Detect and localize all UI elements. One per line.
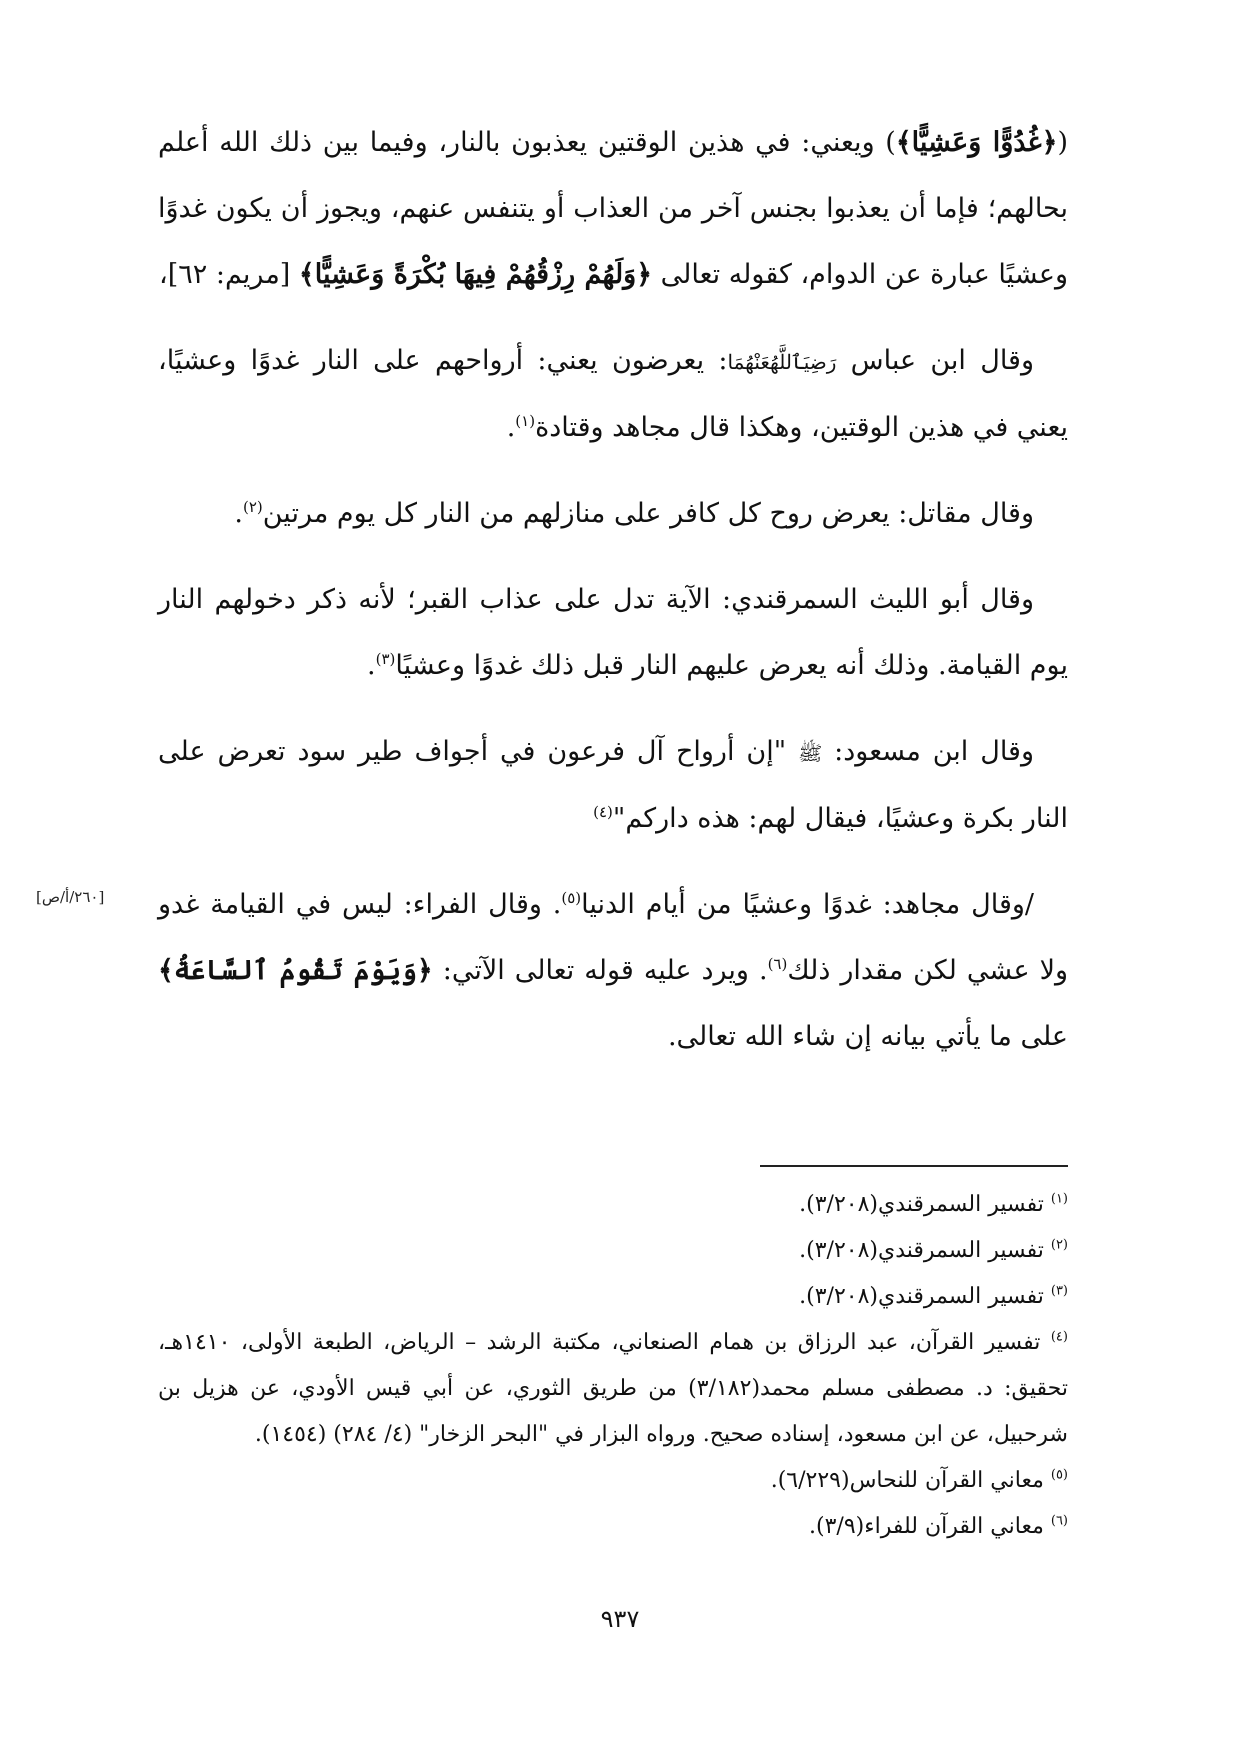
footnote-number: (٥) xyxy=(1050,1467,1068,1483)
footnote-text: تفسير السمرقندي(٣/٢٠٨). xyxy=(799,1284,1044,1309)
text: وقال مقاتل: يعرض روح كل كافر على منازلهم من النار كل يوم مرتين xyxy=(262,498,1034,529)
text: وقال ابن عباس xyxy=(836,345,1034,376)
footnote-number: (٢) xyxy=(1050,1237,1068,1253)
text: . xyxy=(506,412,516,443)
footnote-text: تفسير السمرقندي(٣/٢٠٨). xyxy=(799,1238,1044,1263)
text: "إن أرواح آل فرعون في أجواف طير سود تعرض على النار بكرة وعشيًا، فيقال لهم: هذه داركم" xyxy=(158,736,1068,834)
footnote-ref-4[interactable]: (٤) xyxy=(593,803,613,821)
paragraph-1 xyxy=(158,110,1068,308)
text: ) ويعني: في هذين الوقتين يعذبون بالنار، وفيما بين ذلك الله أعلم بحالهم؛ فإما أن يعذبوا بجنس آخر من العذاب أو يتنفس عنهم، ويجوز أن يكون غدوًا وعشيًا عبارة عن الدوام، كقوله تعالى xyxy=(158,127,1068,290)
footnote-6 xyxy=(158,1504,1068,1550)
footnote-number: (٦) xyxy=(1050,1513,1068,1529)
footnote-ref-5[interactable]: (٥) xyxy=(561,889,582,907)
footnote-text: تفسير السمرقندي(٣/٢٠٨). xyxy=(799,1192,1044,1217)
footnote-number: (٤) xyxy=(1050,1329,1068,1345)
text: على ما يأتي بيانه إن شاء الله تعالى. xyxy=(667,1021,1068,1052)
text: . وقال الفراء: ليس في القيامة غدو ولا عشي لكن مقدار ذلك xyxy=(158,889,1069,986)
paragraph-2 xyxy=(158,328,1068,461)
text: وقال أبو الليث السمرقندي: الآية تدل على عذاب القبر؛ لأنه ذكر دخولهم النار يوم القيامة. وذلك أنه يعرض عليهم النار قبل ذلك غدوًا وعشيًا xyxy=(158,584,1068,681)
text: . xyxy=(367,650,376,681)
text: /وقال مجاهد: غدوًا وعشيًا من أيام الدنيا xyxy=(581,889,1034,920)
footnote-ref-1[interactable]: (١) xyxy=(515,412,536,430)
paragraph-4 xyxy=(158,567,1068,699)
footnote-text: معاني القرآن للنحاس(٦/٢٢٩). xyxy=(770,1468,1044,1493)
honorific: رَضِيَٱللَّهُعَنْهُمَا xyxy=(727,350,837,374)
footnote-number: (٣) xyxy=(1050,1283,1068,1299)
footnote-ref-3[interactable]: (٣) xyxy=(375,650,396,668)
honorific: ﷺ xyxy=(798,741,823,765)
footnote-3 xyxy=(158,1274,1068,1320)
paragraph-3 xyxy=(158,481,1068,547)
paragraph-5 xyxy=(158,719,1068,852)
quran-verse: ﴿غُدُوًّا وَعَشِيًّا﴾ xyxy=(895,127,1058,158)
footnote-divider xyxy=(760,1165,1068,1167)
footnote-ref-2[interactable]: (٢) xyxy=(242,498,263,516)
footnote-2 xyxy=(158,1228,1068,1274)
footnote-5 xyxy=(158,1458,1068,1504)
paragraph-6 xyxy=(158,872,1068,1070)
page-number: ٩٣٧ xyxy=(600,1605,640,1633)
text: وقال ابن مسعود: xyxy=(822,736,1034,767)
quran-verse: ﴿وَيَوْمَ تَقُومُ ٱلسَّاعَةُ﴾ xyxy=(158,955,433,986)
footnote-text: تفسير القرآن، عبد الرزاق بن همام الصنعاني، مكتبة الرشد – الرياض، الطبعة الأولى، ١٤١٠هـ، تحقيق: د. مصطفى مسلم محمد(٣/١٨٢) من طريق الثوري، عن أبي قيس الأودي، عن هزيل بن شرحبيل، عن ابن مسعود، إسناده صحيح. ورواه البزار في "البحر الزخار" (٤/ ٢٨٤) (١٤٥٤). xyxy=(158,1330,1068,1447)
text: . ويرد عليه قوله تعالى الآتي: xyxy=(432,955,768,986)
manuscript-folio-ref: [٢٦٠/أ/ص] xyxy=(36,888,105,906)
main-text xyxy=(158,110,1068,1090)
text: [مريم: ٦٢]، xyxy=(159,259,299,290)
footnotes xyxy=(158,1182,1068,1550)
text: : يعرضون يعني: أرواحهم على النار غدوًا وعشيًا، يعني في هذين الوقتين، وهكذا قال مجاهد وقتادة xyxy=(158,345,1068,443)
footnote-ref-6[interactable]: (٦) xyxy=(767,955,788,973)
text: . xyxy=(234,498,243,529)
footnote-number: (١) xyxy=(1050,1191,1068,1207)
text: ( xyxy=(1057,127,1069,158)
footnote-1 xyxy=(158,1182,1068,1228)
footnote-text: معاني القرآن للفراء(٣/٩). xyxy=(809,1514,1044,1539)
quran-verse: ﴿وَلَهُمْ رِزْقُهُمْ فِيهَا بُكْرَةً وَعَشِيًّا﴾ xyxy=(298,259,653,290)
footnote-4 xyxy=(158,1320,1068,1458)
